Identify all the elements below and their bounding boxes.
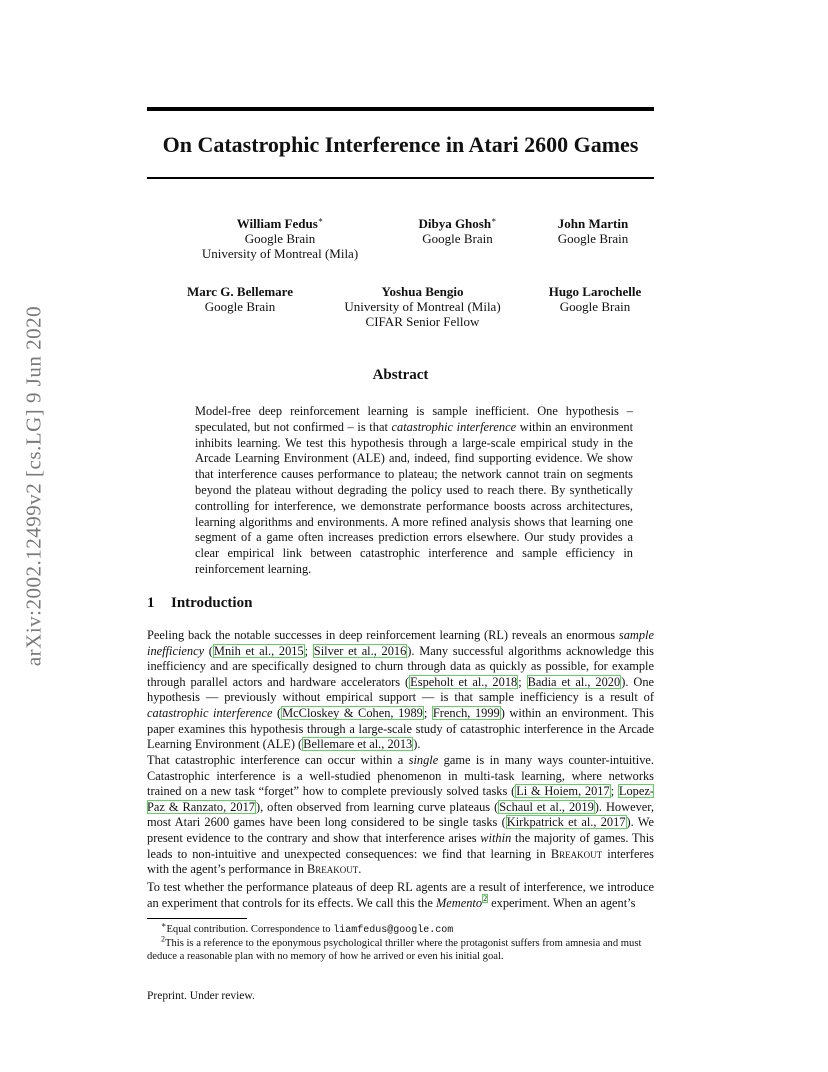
footnote-link[interactable]: 2 (483, 894, 488, 904)
intro-paragraph-1: Peeling back the notable successes in deep reinforcement learning (RL) reveals an enormous sample inefficiency (Mnih et al., 2015; Silver et al., 2016). Many successful algorithms acknowledge this inefficiency and are specifically designed to churn through data as quickly as possible, for example through parallel actors and hardware accelerators (Espeholt et al., 2018; Badia et al., 2020). One hypothesis — previously without empirical support — is that sample inefficiency is a result of catastrophic interference (McCloskey & Cohen, 1989; French, 1999) within an environment. This paper examines this hypothesis through a large-scale study of catastrophic interference in the Arcade Learning Environment (ALE) (Bellemare et al., 2013). (147, 628, 655, 752)
author-affiliation: Google Brain (559, 299, 631, 314)
citation-link[interactable]: McCloskey & Cohen, 1989 (282, 705, 423, 720)
abstract-emphasis: catastrophic interference (391, 419, 517, 434)
author-name: Hugo Larochelle (548, 284, 642, 299)
citation-link[interactable]: Bellemare et al., 2013 (303, 737, 413, 752)
section-title: Introduction (171, 595, 253, 611)
abstract-heading: Abstract (372, 367, 429, 383)
game-name: Breakout (550, 846, 603, 861)
author-affiliation: CIFAR Senior Fellow (365, 314, 480, 329)
arxiv-stamp (22, 296, 46, 676)
paper-title: On Catastrophic Interference in Atari 2600 Games (162, 132, 639, 157)
author-affiliation: University of Montreal (Mila) (201, 246, 359, 261)
intro-paragraph-2: That catastrophic interference can occur within a single game is in many ways counter-intuitive. Catastrophic interference is a well-studied phenomenon in multi-task learning, where networks trained on a new task “forget” how to complete previously solved tasks (Li & Hoiem, 2017; Lopez-Paz & Ranzato, 2017), often observed from learning curve plateaus (Schaul et al., 2019). However, most Atari 2600 games have been long considered to be single tasks (Kirkpatrick et al., 2017). We present evidence to the contrary and show that interference arises within the majority of games. This leads to non-intuitive and unexpected consequences: we find that learning in Breakout interferes with the agent’s performance in Breakout. (147, 753, 654, 877)
author-affiliation: Google Brain (204, 299, 276, 314)
author-block (543, 216, 643, 246)
citation-link[interactable]: Li & Hoiem, 2017 (516, 784, 610, 799)
footnote-2: $^2$This is a reference to the eponymous psychological thriller where the protagonist suffers from amnesia and must deduce a reasonable plan with no memory of how he arrived or even his initial goal. (147, 934, 642, 962)
citation-link[interactable]: Schaul et al., 2019 (499, 799, 594, 814)
author-block (535, 284, 655, 314)
section-heading (147, 595, 252, 612)
author-name: John Martin (557, 216, 629, 231)
author-block (400, 216, 515, 246)
citation-link[interactable]: Kirkpatrick et al., 2017 (506, 815, 626, 830)
author-block (170, 284, 310, 314)
citation-link[interactable]: Mnih et al., 2015 (213, 643, 304, 658)
author-mark: ∗ (491, 215, 497, 225)
title-rule-bottom (147, 177, 654, 179)
footnote-rule (147, 918, 247, 919)
footnote-1: ∗Equal contribution. Correspondence to liamfedus@google.com (161, 920, 454, 936)
citation-link[interactable]: French, 1999 (432, 705, 500, 720)
author-name: Marc G. Bellemare (186, 284, 293, 299)
author-name: Dibya Ghosh (418, 216, 492, 231)
section-number: 1 (147, 595, 155, 611)
citation-link[interactable]: Silver et al., 2016 (313, 643, 407, 658)
author-affiliation: University of Montreal (Mila) (344, 299, 501, 314)
author-affiliation: Google Brain (422, 231, 493, 246)
author-block (335, 284, 510, 329)
intro-paragraph-3: To test whether the performance plateaus of deep RL agents are a result of interference, we introduce an experiment that controls for its effects. We call this the Memento$^2$ experiment. When an agent’s (147, 880, 654, 910)
title-rule-top (147, 107, 654, 111)
abstract-body: Model-free deep reinforcement learning is sample inefficient. One hypothesis – speculated, but not confirmed – is that catastrophic interference within an environment inhibits learning. We test this hypothesis through a large-scale empirical study in the Arcade Learning Environment (ALE) and, indeed, find supporting evidence. We show that interference causes performance to plateau; the network cannot train on segments beyond the plateau without degrading the policy used to reach there. By synthetically controlling for interference, we demonstrate performance boosts across architectures, learning algorithms and environments. A more refined analysis shows that learning one segment of a game often increases prediction errors elsewhere. Our study provides a clear empirical link between catastrophic interference and sample efficiency in reinforcement learning. (195, 404, 634, 576)
author-name: Yoshua Bengio (381, 284, 464, 299)
game-name: Breakout (307, 862, 359, 877)
arxiv-stamp-text: arXiv:2002.12499v2 [cs.LG] 9 Jun 2020 (21, 305, 46, 667)
citation-link[interactable]: Lopez-Paz & Ranzato, 2017 (147, 784, 654, 814)
author-block (195, 216, 365, 261)
author-affiliation: Google Brain (244, 231, 316, 246)
author-mark: ∗ (317, 215, 324, 225)
preprint-notice: Preprint. Under review. (147, 990, 255, 1002)
citation-link[interactable]: Badia et al., 2020 (527, 674, 621, 689)
email-address: liamfedus@google.com (333, 925, 454, 936)
citation-link[interactable]: Espeholt et al., 2018 (410, 674, 518, 689)
author-affiliation: Google Brain (557, 231, 629, 246)
author-name: William Fedus (236, 216, 318, 231)
